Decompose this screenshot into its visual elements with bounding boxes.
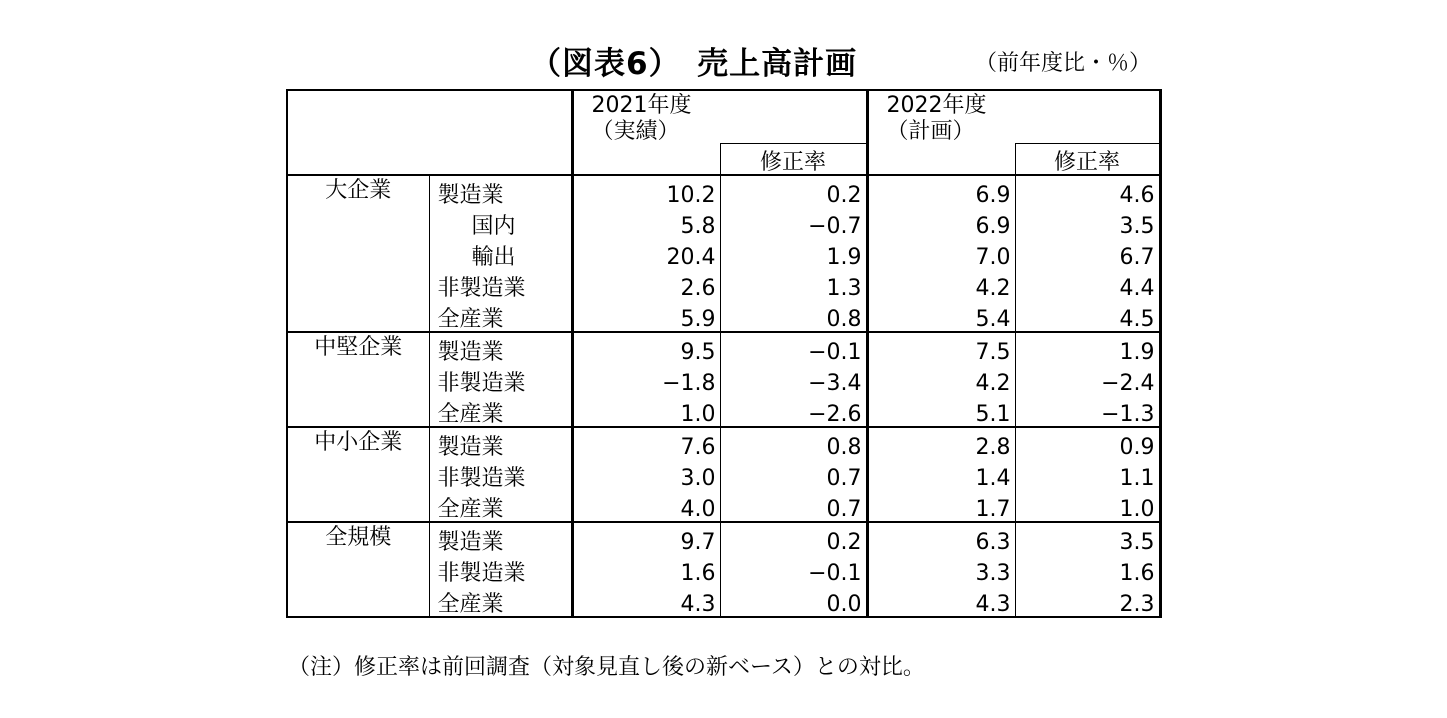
fy2021-value: 9.7 xyxy=(572,522,720,554)
fy2021-value: 1.6 xyxy=(572,554,720,585)
fy2022-value: 6.3 xyxy=(867,522,1015,554)
fy2021-revision: 0.8 xyxy=(720,300,867,332)
fy2021-value-header xyxy=(572,144,720,176)
company-size-label: 中堅企業 xyxy=(287,332,429,427)
fy2022-revision: −2.4 xyxy=(1015,364,1160,395)
unit-label: （前年度比・％） xyxy=(975,51,1152,76)
industry-label: 製造業 xyxy=(429,522,572,554)
industry-label: 国内 xyxy=(429,207,572,238)
fy2022-revision: 2.3 xyxy=(1015,585,1160,617)
fy2022-value: 6.9 xyxy=(867,207,1015,238)
company-size-label: 中小企業 xyxy=(287,427,429,522)
table-row xyxy=(287,522,1160,554)
fy2021-revision: 0.7 xyxy=(720,490,867,522)
fy2021-value: 1.0 xyxy=(572,395,720,427)
fy2022-revision: 4.6 xyxy=(1015,175,1160,207)
industry-label: 全産業 xyxy=(429,490,572,522)
fy2022-value: 7.5 xyxy=(867,332,1015,364)
industry-label: 全産業 xyxy=(429,585,572,617)
fy2022-revision: 1.9 xyxy=(1015,332,1160,364)
industry-label: 全産業 xyxy=(429,395,572,427)
fy2021-value: 7.6 xyxy=(572,427,720,459)
fy2022-value: 4.2 xyxy=(867,364,1015,395)
fy2022-value: 5.1 xyxy=(867,395,1015,427)
fy2021-revision-header: 修正率 xyxy=(720,144,867,176)
fy2021-revision: −0.1 xyxy=(720,332,867,364)
fy2021-revision: 0.2 xyxy=(720,522,867,554)
fy2021-revision: 1.9 xyxy=(720,238,867,269)
fy2021-revision: 0.0 xyxy=(720,585,867,617)
fy2022-revision: 3.5 xyxy=(1015,207,1160,238)
fy2021-value: 5.9 xyxy=(572,300,720,332)
fy2021-value: 20.4 xyxy=(572,238,720,269)
fy2022-status: （計画） xyxy=(886,119,975,144)
fy2021-value: −1.8 xyxy=(572,364,720,395)
table-row xyxy=(287,332,1160,364)
fy2021-year: 2021年度 xyxy=(591,93,692,118)
fy2022-revision: 3.5 xyxy=(1015,522,1160,554)
fy2022-revision: 4.4 xyxy=(1015,269,1160,300)
industry-label: 全産業 xyxy=(429,300,572,332)
industry-label: 製造業 xyxy=(429,427,572,459)
table-row xyxy=(287,175,1160,207)
footnote: （注）修正率は前回調査（対象見直し後の新ベース）との対比。 xyxy=(288,655,925,680)
fy2022-value: 6.9 xyxy=(867,175,1015,207)
fy2021-revision: −3.4 xyxy=(720,364,867,395)
fy2022-value: 5.4 xyxy=(867,300,1015,332)
figure-title: （図表6） 売上高計画 xyxy=(530,46,858,82)
sales-plan-table xyxy=(286,89,1162,618)
fy2022-revision: 1.0 xyxy=(1015,490,1160,522)
fy2022-revision: 1.1 xyxy=(1015,459,1160,490)
fy2021-value: 2.6 xyxy=(572,269,720,300)
industry-label: 輸出 xyxy=(429,238,572,269)
fy2022-value: 3.3 xyxy=(867,554,1015,585)
fy2021-revision: −0.1 xyxy=(720,554,867,585)
fy2022-revision: −1.3 xyxy=(1015,395,1160,427)
industry-label: 非製造業 xyxy=(429,459,572,490)
company-size-label: 全規模 xyxy=(287,522,429,617)
fy2021-revision: −0.7 xyxy=(720,207,867,238)
fy2021-revision: −2.6 xyxy=(720,395,867,427)
header-blank xyxy=(287,90,572,175)
table-row xyxy=(287,427,1160,459)
fy2021-header xyxy=(572,90,867,144)
fy2021-revision: 0.8 xyxy=(720,427,867,459)
fy2021-value: 5.8 xyxy=(572,207,720,238)
fy2022-value: 4.2 xyxy=(867,269,1015,300)
fy2022-value: 2.8 xyxy=(867,427,1015,459)
fy2021-revision: 0.2 xyxy=(720,175,867,207)
industry-label: 製造業 xyxy=(429,332,572,364)
fy2022-value: 4.3 xyxy=(867,585,1015,617)
fy2022-value: 1.7 xyxy=(867,490,1015,522)
fy2022-revision: 6.7 xyxy=(1015,238,1160,269)
fy2021-revision: 1.3 xyxy=(720,269,867,300)
fy2022-revision-header: 修正率 xyxy=(1015,144,1160,176)
fy2022-year: 2022年度 xyxy=(886,93,987,118)
fy2022-value-header xyxy=(867,144,1015,176)
company-size-label: 大企業 xyxy=(287,175,429,332)
fy2021-value: 4.3 xyxy=(572,585,720,617)
fy2022-value: 1.4 xyxy=(867,459,1015,490)
fy2021-value: 4.0 xyxy=(572,490,720,522)
fy2021-value: 10.2 xyxy=(572,175,720,207)
fy2022-revision: 0.9 xyxy=(1015,427,1160,459)
fy2022-revision: 1.6 xyxy=(1015,554,1160,585)
fy2021-revision: 0.7 xyxy=(720,459,867,490)
industry-label: 非製造業 xyxy=(429,269,572,300)
fy2022-revision: 4.5 xyxy=(1015,300,1160,332)
fy2021-value: 3.0 xyxy=(572,459,720,490)
fy2022-header xyxy=(867,90,1160,144)
industry-label: 製造業 xyxy=(429,175,572,207)
industry-label: 非製造業 xyxy=(429,364,572,395)
fy2021-status: （実績） xyxy=(591,119,680,144)
industry-label: 非製造業 xyxy=(429,554,572,585)
fy2021-value: 9.5 xyxy=(572,332,720,364)
fy2022-value: 7.0 xyxy=(867,238,1015,269)
